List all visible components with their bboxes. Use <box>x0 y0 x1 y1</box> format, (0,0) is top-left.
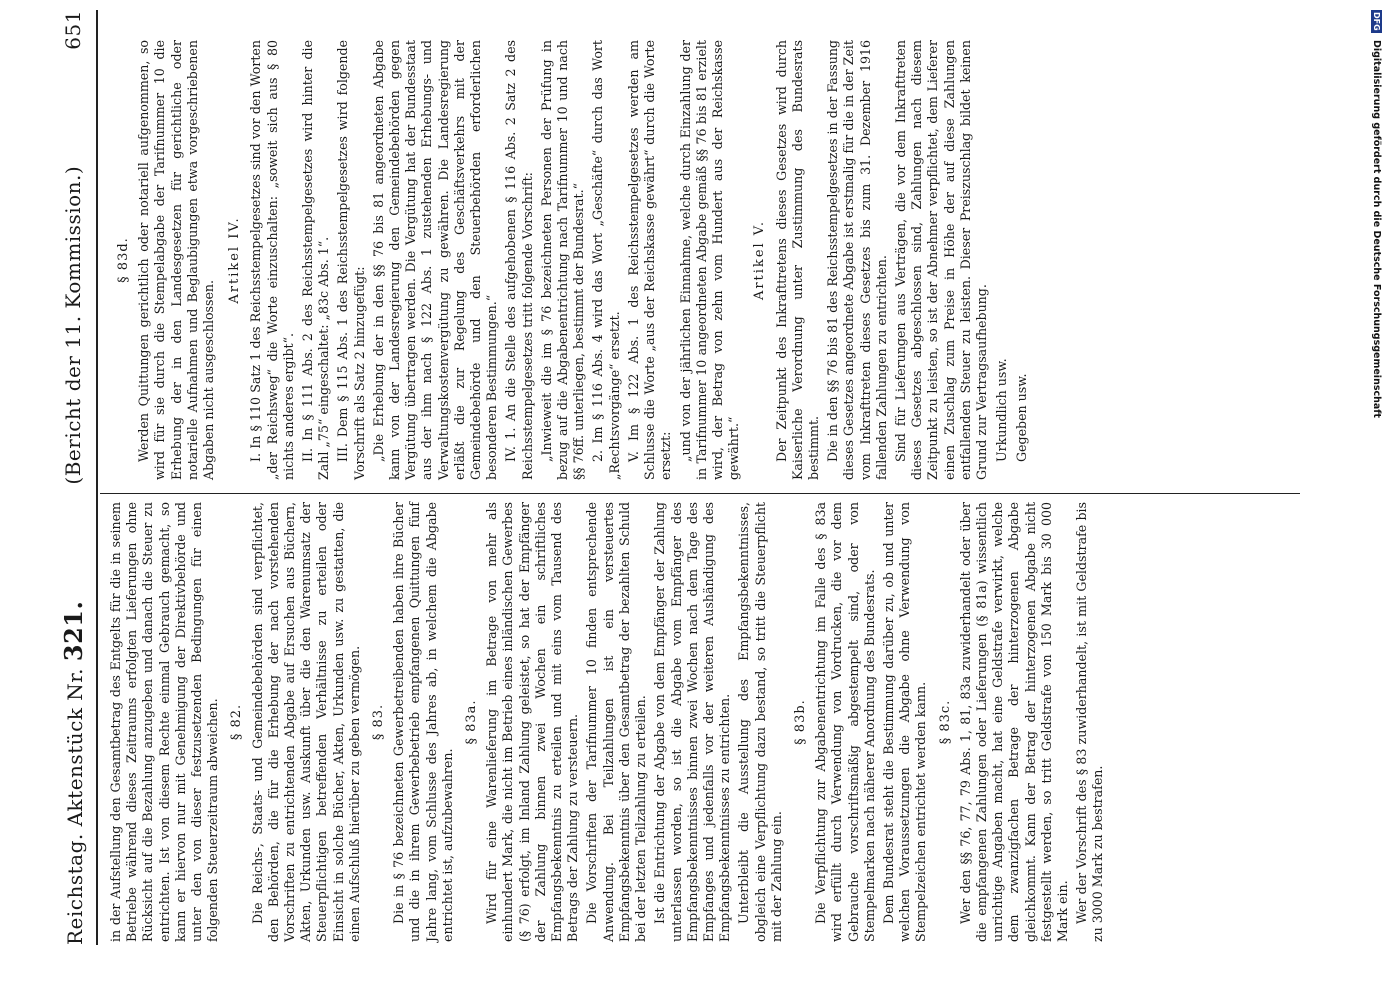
section-heading: § 83. <box>371 703 387 741</box>
page-number: 651 <box>61 10 85 50</box>
paragraph: II. In § 111 Abs. 2 des Reichsstempelgesetzes wird hinter die Zahl „75“ eingeschaltet: „83c Abs. 1“. <box>300 40 332 480</box>
header-rule <box>96 10 98 945</box>
header-left <box>59 601 88 945</box>
paragraph: Die Vorschriften der Tarifnummer 10 finden entsprechende Anwendung. Bei Teilzahlungen ist ein versteuertes Empfangsbekenntnis über den Gesamtbetrag der bezahlten Schuld bei der letzten Teilzahlung zu erteilen. <box>584 502 649 942</box>
quoted-paragraph: „und von der jährlichen Einnahme, welche durch Einzahlung der in Tarifnummer 10 angeordneten Abgabe gemäß §§ 76 bis 81 erzielt wird, der Betrag von zehn vom Hundert aus der Reichskasse gewährt.“ <box>677 40 742 480</box>
paragraph: Werden Quittungen gerichtlich oder notariell aufgenommen, so wird für sie durch die Stempelabgabe der Tarifnummer 10 die Erhebung der in den Landesgesetzen für gerichtliche oder notarielle Aufnahmen und Beglaubigungen etwa vorgeschriebenen Abgaben nicht ausgeschlossen. <box>136 40 217 480</box>
paragraph: III. Dem § 115 Abs. 1 des Reichsstempelgesetzes wird folgende Vorschrift als Satz 2 hinzugefügt: <box>335 40 367 480</box>
paragraph: V. Im § 122 Abs. 1 des Reichsstempelgesetzes werden am Schlusse die Worte „aus der Reichskasse gewährt“ durch die Worte ersetzt: <box>625 40 674 480</box>
digitization-credit <box>1362 10 1382 950</box>
paragraph: IV. 1. An die Stelle des aufgehobenen § 116 Abs. 2 Satz 2 des Reichsstempelgesetzes tritt folgende Vorschrift: <box>503 40 535 480</box>
paragraph: Die Reichs-, Staats- und Gemeindebehörden sind verpflichtet, den Behörden, die für die Erhebung der nach vorstehenden Vorschriften zu entrichtenden Abgabe auf Ersuchen aus Büchern, Akten, Urkunden usw. Auskunft über die den Warenumsatz der Steuerpflichtigen betreffenden Verhältnisse zu erteilen oder Einsicht in solche Bücher, Akten, Urkunden usw. zu gestatten, die einen Aufschluß hierüber zu geben vermögen. <box>249 502 362 942</box>
paragraph: Der Zeitpunkt des Inkrafttretens dieses Gesetzes wird durch Kaiserliche Verordnung unter Zustimmung des Bundesrats bestimmt. <box>773 40 821 480</box>
document-number: 321. <box>58 600 88 662</box>
header-center: (Bericht der 11. Kommission.) <box>61 165 85 485</box>
closing-line: Gegeben usw. <box>1014 373 1030 462</box>
section-heading: § 83c. <box>937 699 953 745</box>
quoted-paragraph: „Die Erhebung der in den §§ 76 bis 81 angeordneten Abgabe kann von der Landesregierung den Gemeindebehörden gegen Vergütung übertragen werden. Die Vergütung hat der Bundesstaat aus der ihm nach § 122 Abs. 1 zustehenden Erhebungs- und Verwaltungskostenvergütung zu gewähren. Die Landesregierung erläßt die zur Regelung des Geschäftsverkehrs mit der Gemeindebehörde und den Steuerbehörden erforderlichen besonderen Bestimmungen.“ <box>370 40 500 480</box>
section-heading: § 82. <box>229 703 245 741</box>
paragraph: Wer den §§ 76, 77, 79 Abs. 1, 81, 83a zuwiderhandelt oder über die empfangenen Zahlungen oder Lieferungen (§ 81a) wissentlich unrichtige Angaben macht, hat eine Geldstrafe verwirkt, welche dem zwanzigfachen Betrage der hinterzogenen Abgabe gleichkommt. Kann der Betrag der hinterzogenen Abgabe nicht festgestellt werden, so tritt Geldstrafe von 150 Mark bis 30 000 Mark ein. <box>957 502 1070 942</box>
section-heading: § 83a. <box>464 699 480 745</box>
paragraph: Die Verpflichtung zur Abgabenentrichtung im Falle des § 83a wird erfüllt durch Verwendung von Vordrucken, die vor dem Gebrauche vorschriftsmäßig abgestempelt sind, oder von Stempelmarken nach näherer Anordnung des Bundesrats. <box>813 502 877 942</box>
article-heading: Artikel V. <box>752 219 768 301</box>
paragraph: I. In § 110 Satz 1 des Reichsstempelgesetzes sind vor den Worten „der Reichsweg“ die Worte einzuschalten: „soweit sich aus § 80 nichts anderes ergibt“. <box>248 40 296 480</box>
paragraph: in der Aufstellung den Gesamtbetrag des Entgelts für die in seinem Betriebe während dieses Zeitraums erfolgten Lieferungen ohne Rücksicht auf die Bezahlung anzugeben und danach die Steuer zu entrichten. Ist von diesem Rechte einmal Gebrauch gemacht, so kann er hiervon nur mit Genehmigung der Direktivbehörde und unter den von dieser festzusetzenden Bedingungen für einen folgenden Steuerzeitraum abweichen. <box>108 502 221 942</box>
paragraph: 2. Im § 116 Abs. 4 wird das Wort „Geschäfte“ durch das Wort „Rechtsvorgänge“ ersetzt. <box>590 40 622 480</box>
paragraph: Wer der Vorschrift des § 83 zuwiderhandelt, ist mit Geldstrafe bis zu 3000 Mark zu bestrafen. <box>1074 502 1106 942</box>
paragraph: Unterbleibt die Ausstellung des Empfangsbekenntnisses, obgleich eine Verpflichtung dazu bestand, so tritt die Steuerpflicht mit der Zahlung ein. <box>736 502 784 942</box>
paragraph: Sind für Lieferungen aus Verträgen, die vor dem Inkrafttreten dieses Gesetzes abgeschlossen sind, Zahlungen nach diesem Zeitpunkt zu leisten, so ist der Abnehmer verpflichtet, dem Lieferer einen Zuschlag zum Preise in Höhe der auf diese Zahlungen entfallenden Steuer zu leisten. Dieser Preiszuschlag bildet keinen Grund zur Vertragsaufhebung. <box>892 40 989 480</box>
right-column <box>108 40 1031 480</box>
paragraph: Die in den §§ 76 bis 81 des Reichsstempelgesetzes in der Fassung dieses Gesetzes angeordnete Abgabe ist erstmalig für die in der Zeit vom Inkrafttreten dieses Gesetzes bis zum 31. Dezember 1916 fallenden Zahlungen zu entrichten. <box>825 40 889 480</box>
left-column <box>108 502 1110 942</box>
paragraph: Wird für eine Warenlieferung im Betrage von mehr als einhundert Mark, die nicht im Betrieb eines inländischen Gewerbes (§ 76) erfolgt, im Inland Zahlung geleistet, so hat der Empfänger der Zahlung binnen zwei Wochen ein schriftliches Empfangsbekenntnis zu erteilen und mit eins vom Tausend des Betrags der Zahlung zu versteuern. <box>484 502 581 942</box>
closing-line: Urkundlich usw. <box>994 358 1010 462</box>
page-header <box>55 10 91 945</box>
section-heading: § 83d. <box>116 237 131 283</box>
paragraph: Die in § 76 bezeichneten Gewerbetreibenden haben ihre Bücher und die in ihrem Gewerbebetrieb empfangenen Quittungen fünf Jahre lang, vom Schlusse des Jahres ab, in welchem die Abgabe entrichtet ist, aufzubewahren. <box>391 502 455 942</box>
paragraph: Dem Bundesrat steht die Bestimmung darüber zu, ob und unter welchen Voraussetzungen die Abgabe ohne Verwendung von Stempelzeichen entrichtet werden kann. <box>880 502 929 942</box>
header-title: Reichstag. Aktenstück Nr. <box>62 667 87 945</box>
paragraph: Ist die Entrichtung der Abgabe von dem Empfänger der Zahlung unterlassen worden, so ist die Abgabe vom Empfänger des Empfangsbekenntnisses binnen zwei Wochen nach dem Tage des Empfanges und jedenfalls vor der weiteren Aushändigung des Empfangsbekenntnisses zu entrichten. <box>652 502 733 942</box>
article-heading: Artikel IV. <box>227 216 243 304</box>
credit-text: Digitalisierung gefördert durch die Deutsche Forschungsgemeinschaft <box>1371 39 1382 418</box>
column-divider <box>100 493 1300 494</box>
quoted-paragraph: „Inwieweit die im § 76 bezeichneten Personen der Prüfung in bezug auf die Abgabenentrichtung nach Tarifnummer 10 und nach §§ 76ff. unterliegen, bestimmt der Bundesrat.“ <box>538 40 587 480</box>
dfg-logo: DFG <box>1372 12 1381 31</box>
section-heading: § 83b. <box>792 699 808 745</box>
